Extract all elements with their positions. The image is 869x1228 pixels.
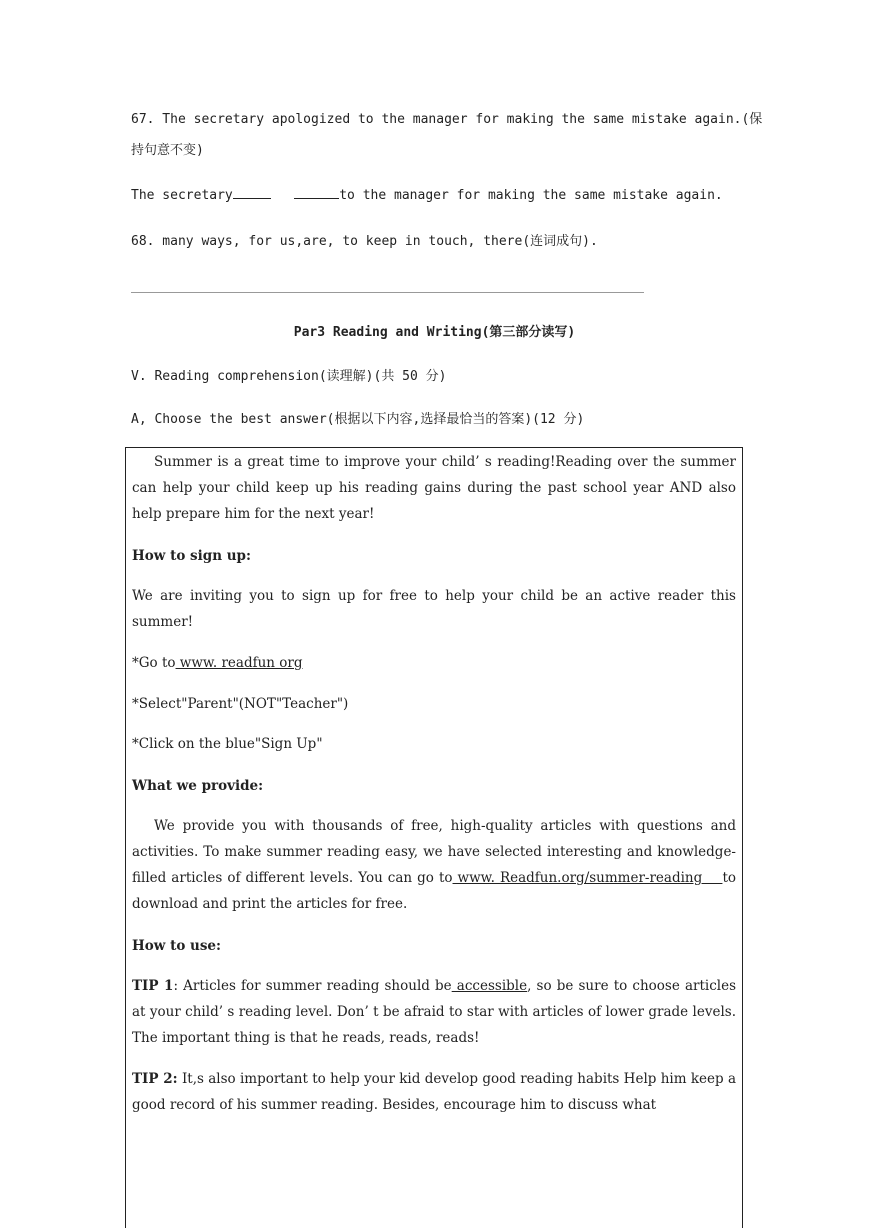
q68-line: 68. many ways, for us,are, to keep in touch, there(连词成句). [131,234,598,249]
provide-heading: What we provide: [132,778,264,794]
readfun-link[interactable]: www. readfun org [175,655,303,671]
tip2-label: TIP 2: [132,1071,178,1087]
q67-fill-start: The secretary [131,188,233,203]
signup-step-1 [132,650,736,676]
q67-line2: 持句意不变) [131,143,204,158]
signup-text: We are inviting you to sign up for free to help your child be an active reader this summer! [132,588,736,630]
passage-box [125,447,743,1228]
signup-heading: How to sign up: [132,548,251,564]
accessible-term: accessible [451,978,528,994]
section-a-heading: A, Choose the best answer(根据以下内容,选择最恰当的答案)(12 分) [131,412,585,427]
signup-step-2: *Select"Parent"(NOT"Teacher") [132,696,349,712]
passage-intro: Summer is a great time to improve your child’ s reading!Reading over the summer can help your child keep up his reading gains during the past school year AND also help prepare him for the next year! [132,454,736,522]
tip1-text-a: : Articles for summer reading should be [173,978,452,994]
q67-blank-2[interactable] [294,184,339,199]
provide-text-a: We provide you with thousands of free, high-quality articles with questions and activities. To make summer reading easy, we have selected interesting and knowledge-filled articles of different levels. You can go to [132,818,736,886]
tip-1 [132,973,736,1051]
use-heading: How to use: [132,938,222,954]
q67-line1: 67. The secretary apologized to the manager for making the same mistake again.(保 [131,112,763,127]
step1-prefix: *Go to [132,655,176,671]
provide-text-b: to download and print the articles for free. [132,870,736,912]
provide-text [132,813,736,917]
q67-fill-end: to the manager for making the same mistake again. [339,188,723,203]
tip1-label: TIP 1 [132,978,174,994]
signup-step-3: *Click on the blue"Sign Up" [132,736,323,752]
part3-title: Par3 Reading and Writing(第三部分读写) [293,325,576,340]
tip1-text-b: , so be sure to choose articles at your child’ s reading level. Don’ t be afraid to star with articles of lower grade levels. The important thing is that he reads, reads, reads! [132,978,737,1046]
tip-2 [132,1066,736,1118]
section-v-heading: V. Reading comprehension(读理解)(共 50 分) [131,369,447,384]
q67-blank-1[interactable] [233,184,271,199]
summer-reading-link[interactable]: www. Readfun.org/summer-reading [452,870,723,886]
q68-answer-line[interactable] [131,292,644,293]
q67-fill-sentence [131,183,723,209]
tip2-text: It,s also important to help your kid develop good reading habits Help him keep a good record of his summer reading. Besides, encourage him to discuss what [132,1071,737,1113]
